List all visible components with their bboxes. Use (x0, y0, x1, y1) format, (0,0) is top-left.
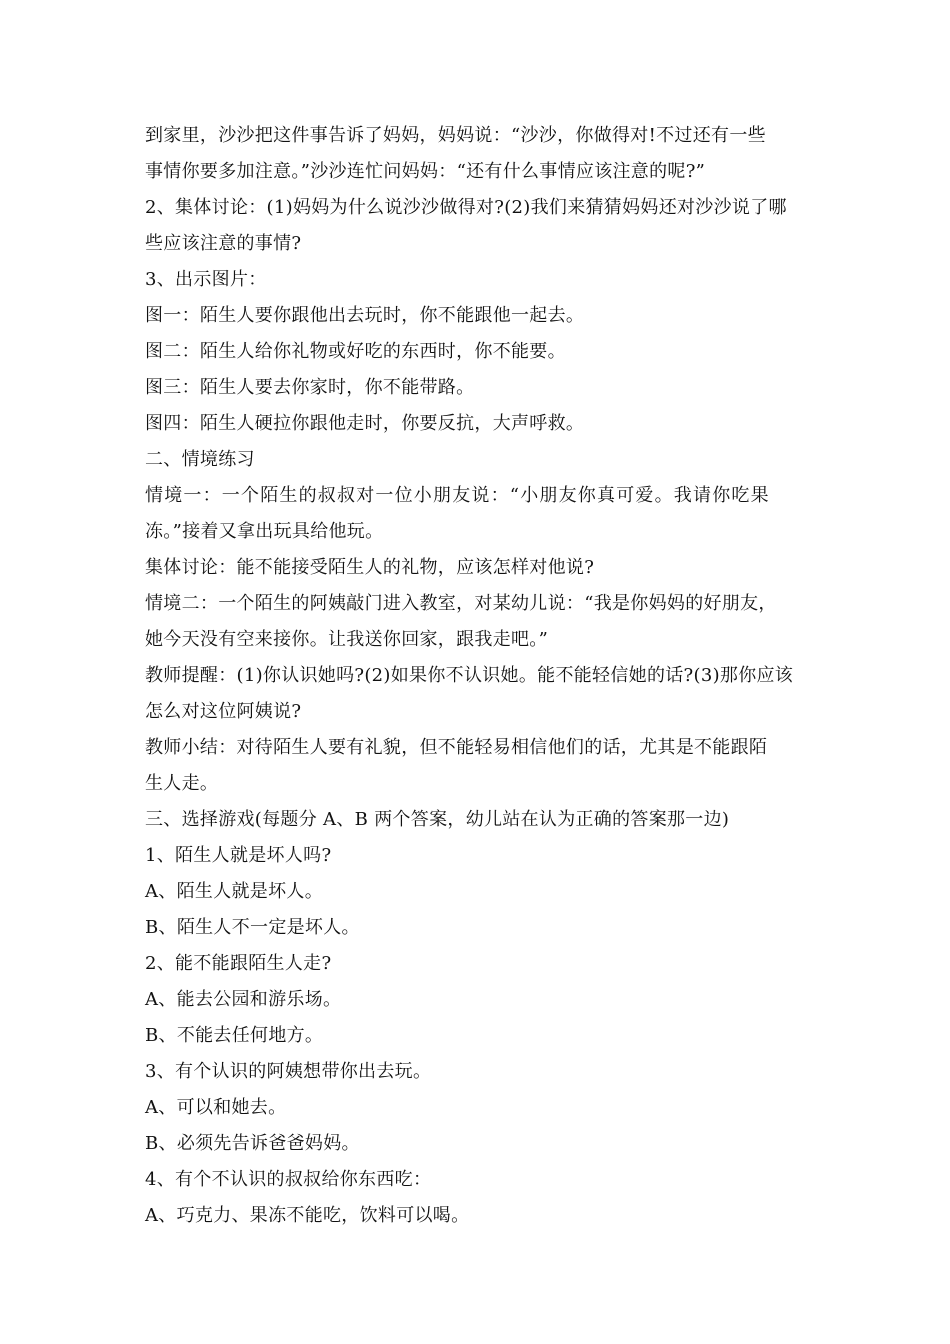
text-line: 图一：陌生人要你跟他出去玩时，你不能跟他一起去。 (145, 305, 585, 326)
text-line: 她今天没有空来接你。让我送你回家，跟我走吧。” (145, 629, 549, 650)
text-line: 冻。”接着又拿出玩具给他玩。 (145, 521, 384, 542)
section-heading: 三、选择游戏(每题分 A、B 两个答案，幼儿站在认为正确的答案那一边) (145, 809, 730, 830)
answer-line: A、陌生人就是坏人。 (145, 881, 323, 902)
text-line: 图二：陌生人给你礼物或好吃的东西时，你不能要。 (145, 341, 566, 362)
text-line: 2、集体讨论：(1)妈妈为什么说沙沙做得对?(2)我们来猜猜妈妈还对沙沙说了哪 (145, 197, 787, 218)
text-line: 些应该注意的事情? (145, 233, 302, 254)
answer-line: A、巧克力、果冻不能吃，饮料可以喝。 (145, 1205, 470, 1226)
answer-line: A、可以和她去。 (145, 1097, 287, 1118)
answer-line: A、能去公园和游乐场。 (145, 989, 342, 1010)
text-line: 事情你要多加注意。”沙沙连忙问妈妈：“还有什么事情应该注意的呢?” (145, 161, 706, 182)
question-line: 3、有个认识的阿姨想带你出去玩。 (145, 1061, 432, 1082)
document-body (145, 118, 815, 1234)
question-line: 1、陌生人就是坏人吗? (145, 845, 332, 866)
text-line: 集体讨论：能不能接受陌生人的礼物，应该怎样对他说? (145, 557, 595, 578)
answer-line: B、必须先告诉爸爸妈妈。 (145, 1133, 360, 1154)
question-line: 4、有个不认识的叔叔给你东西吃： (145, 1169, 432, 1190)
text-line: 教师小结：对待陌生人要有礼貌，但不能轻易相信他们的话，尤其是不能跟陌 (145, 737, 768, 758)
answer-line: B、陌生人不一定是坏人。 (145, 917, 360, 938)
text-line: 图三：陌生人要去你家时，你不能带路。 (145, 377, 475, 398)
text-line: 情境二：一个陌生的阿姨敲门进入教室，对某幼儿说：“我是你妈妈的好朋友， (145, 593, 777, 614)
answer-line: B、不能去任何地方。 (145, 1025, 324, 1046)
section-heading: 3、出示图片： (145, 269, 267, 290)
text-line: 怎么对这位阿姨说? (145, 701, 302, 722)
text-line: 图四：陌生人硬拉你跟他走时，你要反抗，大声呼救。 (145, 413, 585, 434)
question-line: 2、能不能跟陌生人走? (145, 953, 332, 974)
text-line: 生人走。 (145, 773, 219, 794)
text-line: 到家里，沙沙把这件事告诉了妈妈，妈妈说：“沙沙，你做得对!不过还有一些 (145, 125, 766, 146)
text-line: 情境一：一个陌生的叔叔对一位小朋友说：“小朋友你真可爱。我请你吃果 (145, 485, 770, 506)
section-heading: 二、情境练习 (145, 449, 255, 470)
text-line: 教师提醒：(1)你认识她吗?(2)如果你不认识她。能不能轻信她的话?(3)那你应该 (145, 665, 794, 686)
